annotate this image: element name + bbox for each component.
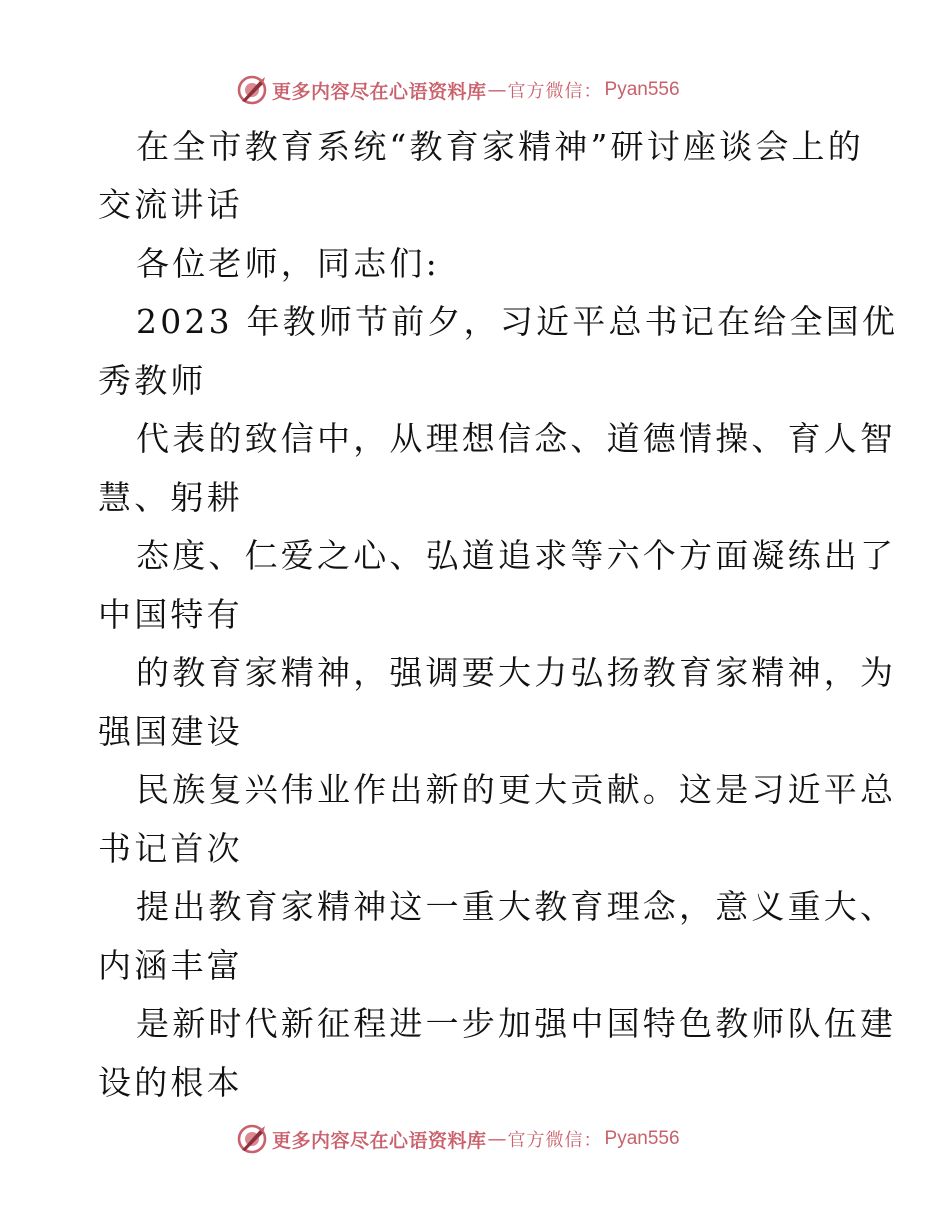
watermark-label: 官方微信： [507,81,603,102]
watermark-wechat-id: Pyan556 [604,79,680,100]
body-line: 民族复兴伟业作出新的更大贡献。这是习近平总 [136,770,897,809]
watermark-wechat-id: Pyan556 [604,1128,680,1149]
title-line-1: 在全市教育系统“教育家精神”研讨座谈会上的 [136,127,864,166]
body-line: 设的根本 [98,1063,243,1102]
watermark-brand: 更多内容尽在心语资料库 [272,80,487,103]
body-line: 强国建设 [98,712,243,751]
watermark-footer [236,1122,680,1156]
watermark-dash: — [487,1128,507,1150]
watermark-dash: — [487,79,507,101]
quill-logo-icon [236,74,268,106]
body-line: 书记首次 [98,829,243,868]
body-line: 秀教师 [98,361,207,400]
watermark-brand: 更多内容尽在心语资料库 [272,1129,487,1152]
body-line: 提出教育家精神这一重大教育理念，意义重大、 [136,887,897,926]
body-line: 代表的致信中，从理想信念、道德情操、育人智 [136,419,897,458]
body-line: 2023 年教师节前夕，习近平总书记在给全国优 [136,302,899,341]
watermark-label: 官方微信： [507,1130,603,1151]
body-line: 是新时代新征程进一步加强中国特色教师队伍建 [136,1004,897,1043]
watermark-header [236,73,680,107]
body-line: 慧、躬耕 [98,478,243,517]
quill-logo-icon [236,1123,268,1155]
body-line: 内涵丰富 [98,946,243,985]
body-line: 态度、仁爱之心、弘道追求等六个方面凝练出了 [136,536,897,575]
body-line: 的教育家精神，强调要大力弘扬教育家精神，为 [136,653,897,692]
body-line: 中国特有 [98,595,243,634]
title-line-2: 交流讲话 [98,185,243,224]
salutation: 各位老师，同志们: [136,244,440,283]
